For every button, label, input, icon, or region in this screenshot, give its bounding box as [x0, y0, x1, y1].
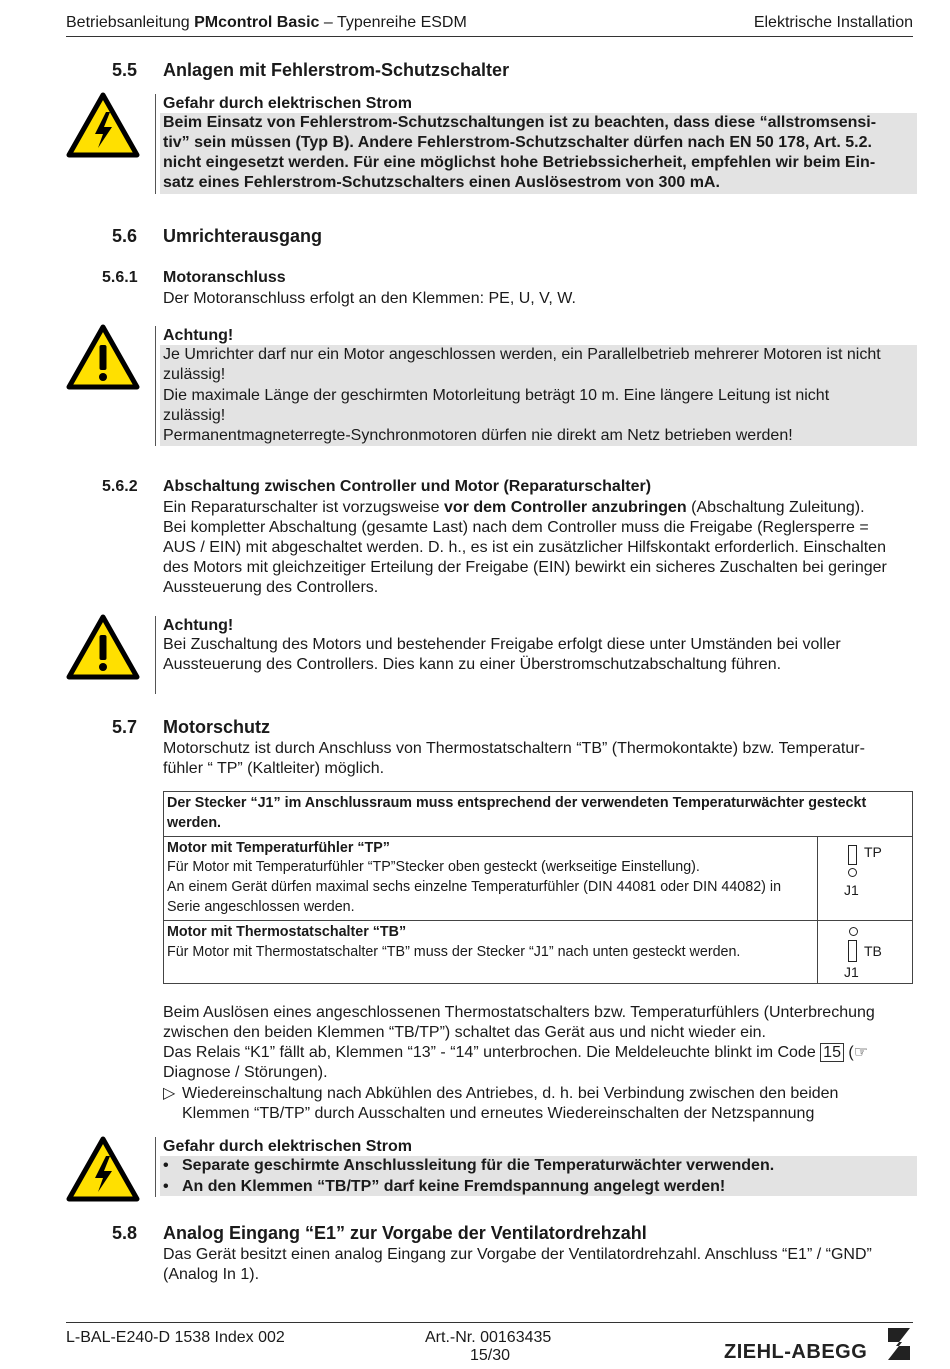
warning-bullet: Separate geschirmte Anschlussleitung für die Temperaturwächter verwenden.: [182, 1157, 775, 1174]
step-text: Klemmen “TB/TP” durch Ausschalten und erneutes Wiedereinschalten der Netzspannung: [182, 1105, 815, 1122]
page-number: 15/30: [470, 1347, 511, 1364]
warning-bar: [155, 1137, 156, 1197]
body-text: Der Motoranschluss erfolgt an den Klemmen: PE, U, V, W.: [163, 290, 576, 307]
body-text: zwischen den beiden Klemmen “TB/TP”) schaltet das Gerät aus und nicht wieder ein.: [163, 1024, 766, 1041]
body-text: Das Relais “K1” fällt ab, Klemmen “13” - “14” unterbrochen. Die Meldeleuchte blinkt im Code 15 (☞: [163, 1044, 869, 1061]
jumper-tb-cell: [818, 920, 913, 983]
warning-line: Die maximale Länge der geschirmten Motorleitung beträgt 10 m. Eine längere Leitung ist nicht: [163, 387, 830, 404]
body-text: AUS / EIN) mit abgeschaltet werden. D. h., es ist ein zusätzlicher Hilfskontakt erforderlich. Einschalten: [163, 539, 886, 556]
header-chapter: Elektrische Installation: [753, 14, 913, 31]
tb-title: Motor mit Thermostatschalter “TB”: [167, 923, 407, 940]
jumper-label: J1: [844, 963, 859, 980]
warning-bullet: An den Klemmen “TB/TP” darf keine Fremdspannung angelegt werden!: [182, 1178, 726, 1195]
body-text: (Analog In 1).: [163, 1266, 260, 1283]
jumper-label: TB: [864, 942, 882, 959]
table-header: Der Stecker “J1” im Anschlussraum muss entsprechend der verwendeten Temperaturwächter gesteckt werden.: [164, 792, 913, 837]
warning-line: nicht eingesetzt werden. Für eine möglichst hohe Betriebssicherheit, empfehlen wir beim Ein-: [163, 154, 876, 171]
section-5-8-number: 5.8: [112, 1223, 138, 1243]
doc-id: L-BAL-E240-D 1538 Index 002: [66, 1329, 285, 1346]
jumper-tp-cell: [818, 836, 913, 920]
article-number: Art.-Nr. 00163435: [425, 1329, 552, 1346]
jumper-plug-icon: [848, 845, 857, 865]
warning-exclamation-icon: [66, 324, 140, 390]
warning-line: Je Umrichter darf nur ein Motor angeschlossen werden, ein Parallelbetrieb mehrerer Motoren ist nicht: [163, 346, 881, 363]
warning-line: zulässig!: [163, 366, 226, 383]
company-logo: ZIEHL-ABEGG: [724, 1341, 868, 1363]
body-text: Motorschutz ist durch Anschluss von Thermostatschaltern “TB” (Thermokontakte) bzw. Temperatur-: [163, 740, 865, 757]
bullet-icon: •: [163, 1157, 169, 1174]
body-text: Aussteuerung des Controllers.: [163, 579, 379, 596]
warning-exclamation-icon: [66, 614, 140, 680]
logo-mark-icon: [884, 1326, 914, 1362]
tb-text: Für Motor mit Thermostatschalter “TB” muss der Stecker “J1” nach unten gesteckt werden.: [167, 943, 741, 960]
body-text: Diagnose / Störungen).: [163, 1064, 328, 1081]
warning-bar: [155, 326, 156, 446]
section-5-8-title: Analog Eingang “E1” zur Vorgabe der Ventilatordrehzahl: [163, 1223, 647, 1243]
section-5-6-number: 5.6: [112, 226, 138, 246]
step-arrow-icon: ▷: [163, 1085, 176, 1102]
body-text: fühler “ TP” (Kaltleiter) möglich.: [163, 760, 385, 777]
warning-line: Beim Einsatz von Fehlerstrom-Schutzschaltungen ist zu beachten, dass diese “allstromsensi-: [163, 114, 877, 131]
jumper-label: J1: [844, 881, 859, 898]
section-5-6-1-number: 5.6.1: [102, 269, 138, 286]
section-5-6-2-number: 5.6.2: [102, 478, 138, 495]
tp-text: An einem Gerät dürfen maximal sechs einzelne Temperaturfühler (DIN 44081 oder DIN 44082) in Serie angeschlossen werden.: [167, 879, 782, 915]
footer-divider: [66, 1322, 913, 1323]
section-5-6-1-title: Motoranschluss: [163, 269, 286, 286]
electric-hazard-icon: [66, 92, 140, 158]
warning-bar: [155, 616, 156, 694]
jumper-plug-icon: [848, 940, 857, 962]
tp-title: Motor mit Temperaturfühler “TP”: [167, 839, 390, 856]
code-badge: 15: [820, 1043, 844, 1062]
warning-line: zulässig!: [163, 407, 226, 424]
electric-hazard-icon: [66, 1136, 140, 1202]
section-5-6-2-title: Abschaltung zwischen Controller und Motor (Reparaturschalter): [163, 478, 652, 495]
warning-bar: [155, 94, 156, 194]
connector-table: [163, 791, 913, 984]
table-row: [164, 920, 818, 983]
warning-title: Gefahr durch elektrischen Strom: [163, 1138, 412, 1155]
warning-line: Aussteuerung des Controllers. Dies kann zu einer Überstromschutzabschaltung führen.: [163, 656, 782, 673]
pin-icon: [849, 927, 858, 936]
tp-text: Für Motor mit Temperaturfühler “TP”Stecker oben gesteckt (werkseitige Einstellung).: [167, 859, 700, 876]
header-divider: [66, 36, 913, 37]
body-text: Beim Auslösen eines angeschlossenen Thermostatschalters bzw. Temperaturfühlers (Unterbrechung: [163, 1004, 875, 1021]
body-text: des Motors mit gleichzeitiger Erteilung der Freigabe (EIN) bewirkt ein sicheres Zuschalten bei geringer: [163, 559, 887, 576]
section-5-5-number: 5.5: [112, 60, 138, 80]
body-text: Ein Reparaturschalter ist vorzugsweise vor dem Controller anzubringen (Abschaltung Zuleitung).: [163, 499, 865, 516]
warning-title: Gefahr durch elektrischen Strom: [163, 95, 412, 112]
bullet-icon: •: [163, 1178, 169, 1195]
step-text: Wiedereinschaltung nach Abkühlen des Antriebes, d. h. bei Verbindung zwischen den beiden: [182, 1085, 839, 1102]
jumper-label: TP: [864, 843, 882, 860]
table-row: [164, 836, 818, 920]
header-title: Betriebsanleitung PMcontrol Basic – Typenreihe ESDM: [66, 14, 467, 31]
section-5-6-title: Umrichterausgang: [163, 226, 323, 246]
warning-title: Achtung!: [163, 327, 234, 344]
body-text: Bei kompletter Abschaltung (gesamte Last) nach dem Controller muss die Freigabe (Reglersperre =: [163, 519, 869, 536]
warning-line: satz eines Fehlerstrom-Schutzschalters einen Auslösestrom von 300 mA.: [163, 174, 720, 191]
body-text: Das Gerät besitzt einen analog Eingang zur Vorgabe der Ventilatordrehzahl. Anschluss “E1” / “GND”: [163, 1246, 872, 1263]
pin-icon: [848, 868, 857, 877]
section-5-7-title: Motorschutz: [163, 717, 270, 737]
warning-line: tiv” sein müssen (Typ B). Andere Fehlerstrom-Schutzschalter dürfen nach EN 50 178, Art. 5.2.: [163, 134, 872, 151]
warning-line: Bei Zuschaltung des Motors und bestehender Freigabe erfolgt diese unter Umständen bei voller: [163, 636, 841, 653]
section-5-7-number: 5.7: [112, 717, 138, 737]
section-5-5-title: Anlagen mit Fehlerstrom-Schutzschalter: [163, 60, 510, 80]
warning-line: Permanentmagneterregte-Synchronmotoren dürfen nie direkt am Netz betrieben werden!: [163, 427, 793, 444]
warning-title: Achtung!: [163, 617, 234, 634]
